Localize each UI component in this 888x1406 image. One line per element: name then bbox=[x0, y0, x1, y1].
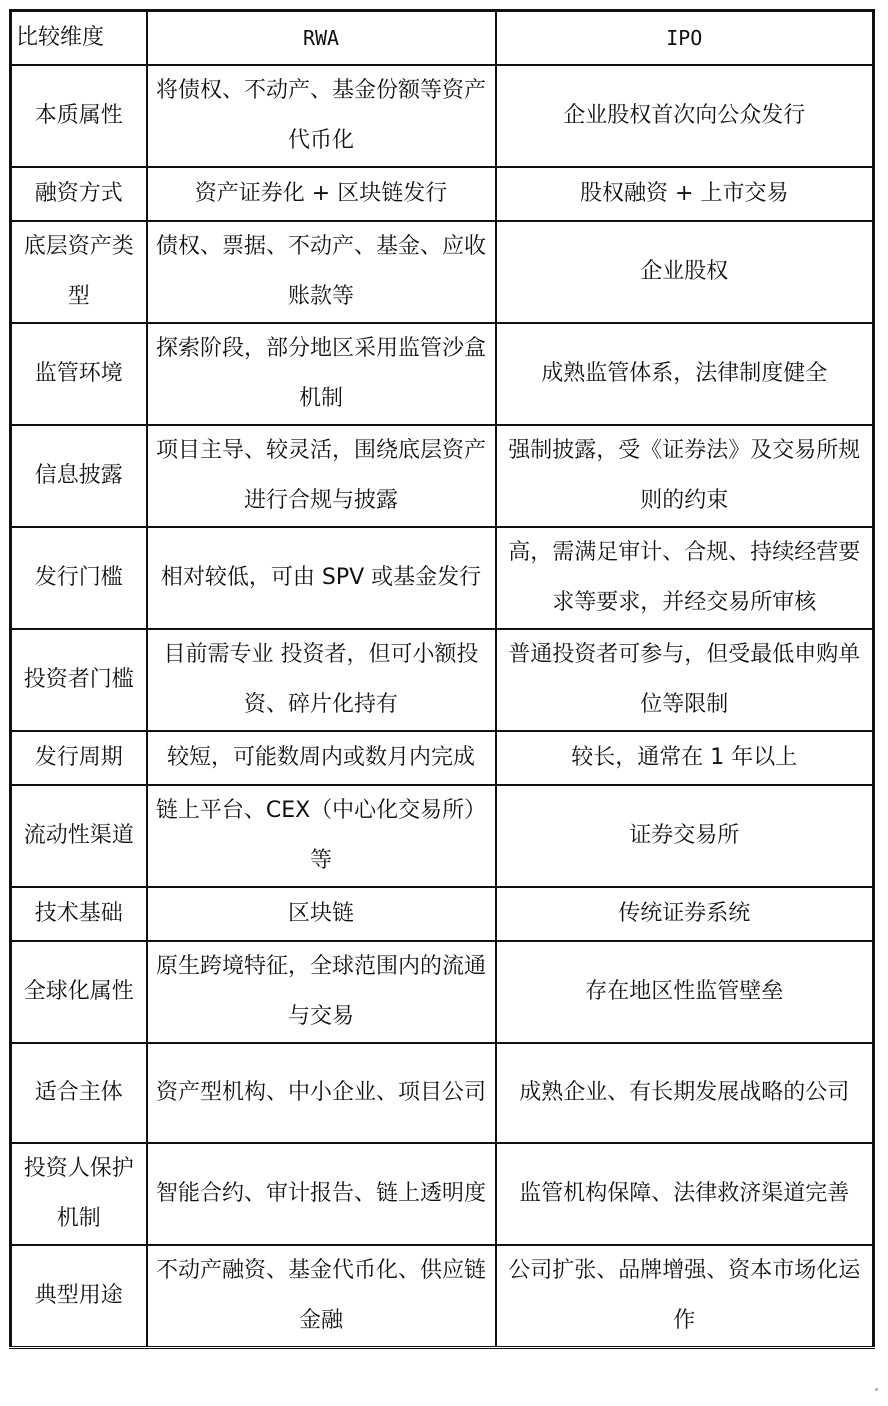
row-rwa-cell: 目前需专业 投资者，但可小额投资、碎片化持有 bbox=[147, 629, 496, 731]
table-row bbox=[11, 887, 874, 941]
rwa-ipo-comparison-table bbox=[9, 9, 875, 1349]
row-ipo-cell: 公司扩张、品牌增强、资本市场化运作 bbox=[496, 1245, 874, 1348]
row-rwa-cell: 智能合约、审计报告、链上透明度 bbox=[147, 1143, 496, 1245]
row-dimension: 信息披露 bbox=[11, 425, 147, 527]
table-row bbox=[11, 731, 874, 785]
row-dimension: 监管环境 bbox=[11, 323, 147, 425]
row-rwa-cell: 资产型机构、中小企业、项目公司 bbox=[147, 1043, 496, 1143]
row-dimension: 发行周期 bbox=[11, 731, 147, 785]
table-row bbox=[11, 221, 874, 323]
row-dimension: 技术基础 bbox=[11, 887, 147, 941]
row-dimension: 投资人保护机制 bbox=[11, 1143, 147, 1245]
row-ipo-cell: 监管机构保障、法律救济渠道完善 bbox=[496, 1143, 874, 1245]
row-dimension: 本质属性 bbox=[11, 65, 147, 167]
row-rwa-cell: 债权、票据、不动产、基金、应收账款等 bbox=[147, 221, 496, 323]
row-dimension: 全球化属性 bbox=[11, 941, 147, 1043]
row-ipo-cell: 强制披露，受《证券法》及交易所规则的约束 bbox=[496, 425, 874, 527]
table-row bbox=[11, 1143, 874, 1245]
row-ipo-cell: 传统证券系统 bbox=[496, 887, 874, 941]
table-row bbox=[11, 167, 874, 221]
row-rwa-cell: 探索阶段，部分地区采用监管沙盒机制 bbox=[147, 323, 496, 425]
table-row bbox=[11, 941, 874, 1043]
row-dimension: 融资方式 bbox=[11, 167, 147, 221]
row-rwa-cell: 项目主导、较灵活，围绕底层资产进行合规与披露 bbox=[147, 425, 496, 527]
row-dimension: 典型用途 bbox=[11, 1245, 147, 1348]
row-ipo-cell: 普通投资者可参与，但受最低申购单位等限制 bbox=[496, 629, 874, 731]
row-rwa-cell: 较短，可能数周内或数月内完成 bbox=[147, 731, 496, 785]
row-ipo-cell: 企业股权首次向公众发行 bbox=[496, 65, 874, 167]
row-dimension: 底层资产类型 bbox=[11, 221, 147, 323]
header-ipo: IPO bbox=[496, 11, 874, 66]
row-ipo-cell: 成熟企业、有长期发展战略的公司 bbox=[496, 1043, 874, 1143]
row-ipo-cell: 存在地区性监管壁垒 bbox=[496, 941, 874, 1043]
row-rwa-cell: 原生跨境特征，全球范围内的流通与交易 bbox=[147, 941, 496, 1043]
row-rwa-cell: 链上平台、CEX（中心化交易所）等 bbox=[147, 785, 496, 887]
row-dimension: 发行门槛 bbox=[11, 527, 147, 629]
row-dimension: 适合主体 bbox=[11, 1043, 147, 1143]
header-rwa: RWA bbox=[147, 11, 496, 66]
table-row bbox=[11, 1245, 874, 1348]
table-row bbox=[11, 323, 874, 425]
table-row bbox=[11, 1043, 874, 1143]
row-rwa-cell: 将债权、不动产、基金份额等资产代币化 bbox=[147, 65, 496, 167]
comparison-table-container bbox=[9, 9, 872, 1349]
header-dimension: 比较维度 bbox=[11, 11, 147, 66]
table-row bbox=[11, 629, 874, 731]
stray-dot bbox=[875, 1388, 878, 1391]
row-ipo-cell: 股权融资 + 上市交易 bbox=[496, 167, 874, 221]
row-ipo-cell: 证券交易所 bbox=[496, 785, 874, 887]
header-row bbox=[11, 11, 874, 66]
row-rwa-cell: 资产证券化 + 区块链发行 bbox=[147, 167, 496, 221]
table-row bbox=[11, 785, 874, 887]
row-ipo-cell: 较长，通常在 1 年以上 bbox=[496, 731, 874, 785]
row-ipo-cell: 企业股权 bbox=[496, 221, 874, 323]
row-dimension: 投资者门槛 bbox=[11, 629, 147, 731]
row-ipo-cell: 高，需满足审计、合规、持续经营要求等要求，并经交易所审核 bbox=[496, 527, 874, 629]
table-row bbox=[11, 527, 874, 629]
row-dimension: 流动性渠道 bbox=[11, 785, 147, 887]
table-row bbox=[11, 425, 874, 527]
table-row bbox=[11, 65, 874, 167]
row-rwa-cell: 区块链 bbox=[147, 887, 496, 941]
row-rwa-cell: 不动产融资、基金代币化、供应链金融 bbox=[147, 1245, 496, 1348]
row-rwa-cell: 相对较低，可由 SPV 或基金发行 bbox=[147, 527, 496, 629]
row-ipo-cell: 成熟监管体系，法律制度健全 bbox=[496, 323, 874, 425]
